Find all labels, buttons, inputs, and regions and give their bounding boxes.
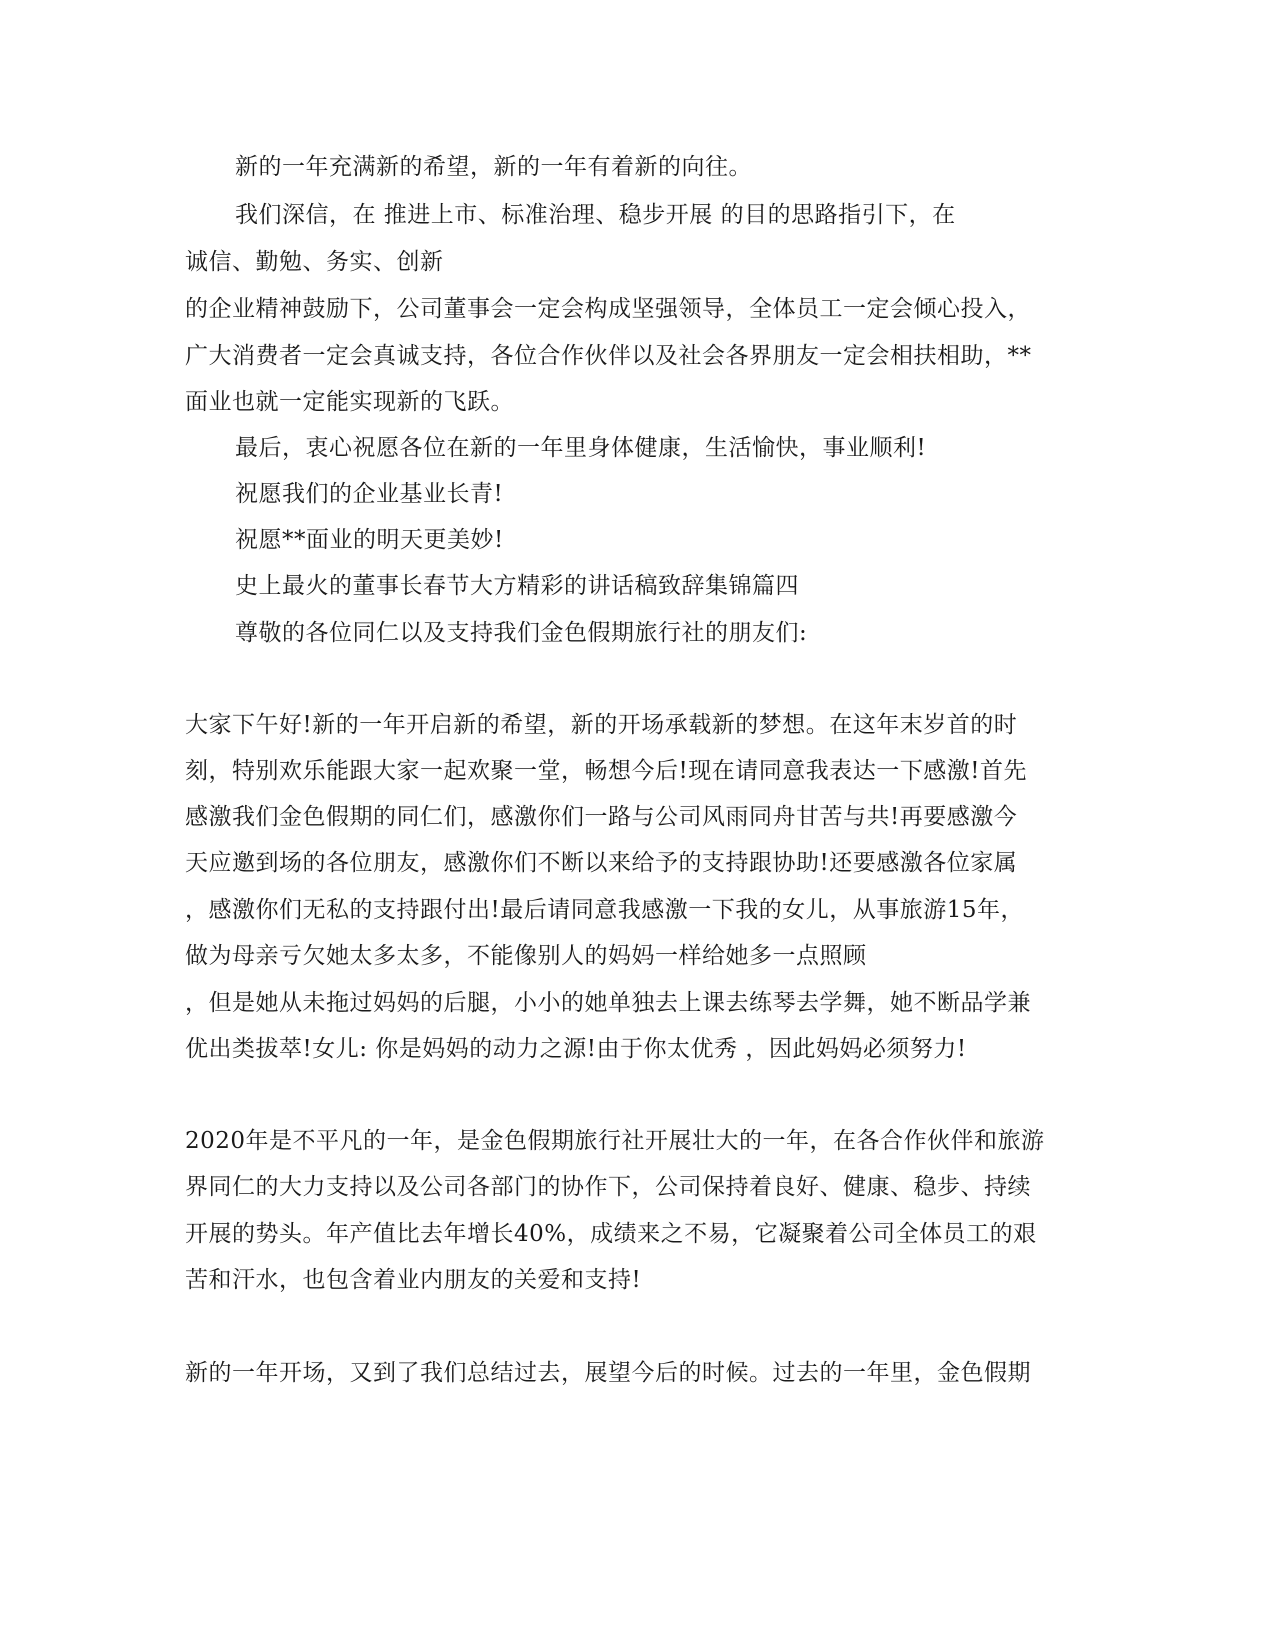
paragraph-line: 感激我们金色假期的同仁们，感激你们一路与公司风雨同舟甘苦与共!再要感激今 [185,804,1018,830]
paragraph-line: 界同仁的大力支持以及公司各部门的协作下，公司保持着良好、健康、稳步、持续 [185,1174,1031,1200]
paragraph-line: 苦和汗水，也包含着业内朋友的关爱和支持! [185,1267,642,1293]
salutation: 尊敬的各位同仁以及支持我们金色假期旅行社的朋友们: [235,620,808,646]
paragraph-line: 祝愿我们的企业基业长青! [235,481,504,507]
paragraph-line: 新的一年充满新的希望，新的一年有着新的向往。 [235,154,752,180]
paragraph-line: 新的一年开场，又到了我们总结过去，展望今后的时候。过去的一年里，金色假期 [185,1360,1031,1386]
paragraph-line: ，感激你们无私的支持跟付出!最后请同意我感激一下我的女儿，从事旅游15年， [185,897,1025,923]
paragraph-line: 最后，衷心祝愿各位在新的一年里身体健康，生活愉快，事业顺利! [235,435,927,461]
paragraph-line: 刻，特别欢乐能跟大家一起欢聚一堂，畅想今后!现在请同意我表达一下感激!首先 [185,758,1027,784]
section-heading: 史上最火的董事长春节大方精彩的讲话稿致辞集锦篇四 [235,573,799,599]
paragraph-line: 大家下午好!新的一年开启新的希望，新的开场承载新的梦想。在这年末岁首的时 [185,712,1018,738]
paragraph-line: 做为母亲亏欠她太多太多，不能像别人的妈妈一样给她多一点照顾 [185,943,867,969]
paragraph-line: 我们深信，在 推进上市、标准治理、稳步开展 的目的思路指引下，在 [235,202,956,228]
paragraph-line: 面业也就一定能实现新的飞跃。 [185,389,514,415]
paragraph-line: 开展的势头。年产值比去年增长40%，成绩来之不易，它凝聚着公司全体员工的艰 [185,1221,1037,1247]
paragraph-line: 天应邀到场的各位朋友，感激你们不断以来给予的支持跟协助!还要感激各位家属 [185,850,1018,876]
paragraph-line: 广大消费者一定会真诚支持，各位合作伙伴以及社会各界朋友一定会相扶相助，** [185,343,1032,369]
paragraph-line: 祝愿**面业的明天更美妙! [235,527,504,553]
paragraph-line: 诚信、勤勉、务实、创新 [185,249,444,275]
paragraph-line: 的企业精神鼓励下，公司董事会一定会构成坚强领导，全体员工一定会倾心投入， [185,296,1031,322]
paragraph-line: ，但是她从未拖过妈妈的后腿，小小的她单独去上课去练琴去学舞，她不断品学兼 [185,990,1031,1016]
paragraph-line: 2020年是不平凡的一年，是金色假期旅行社开展壮大的一年，在各合作伙伴和旅游 [185,1128,1045,1154]
paragraph-line: 优出类拔萃!女儿: 你是妈妈的动力之源!由于你太优秀 ，因此妈妈必须努力! [185,1036,967,1062]
